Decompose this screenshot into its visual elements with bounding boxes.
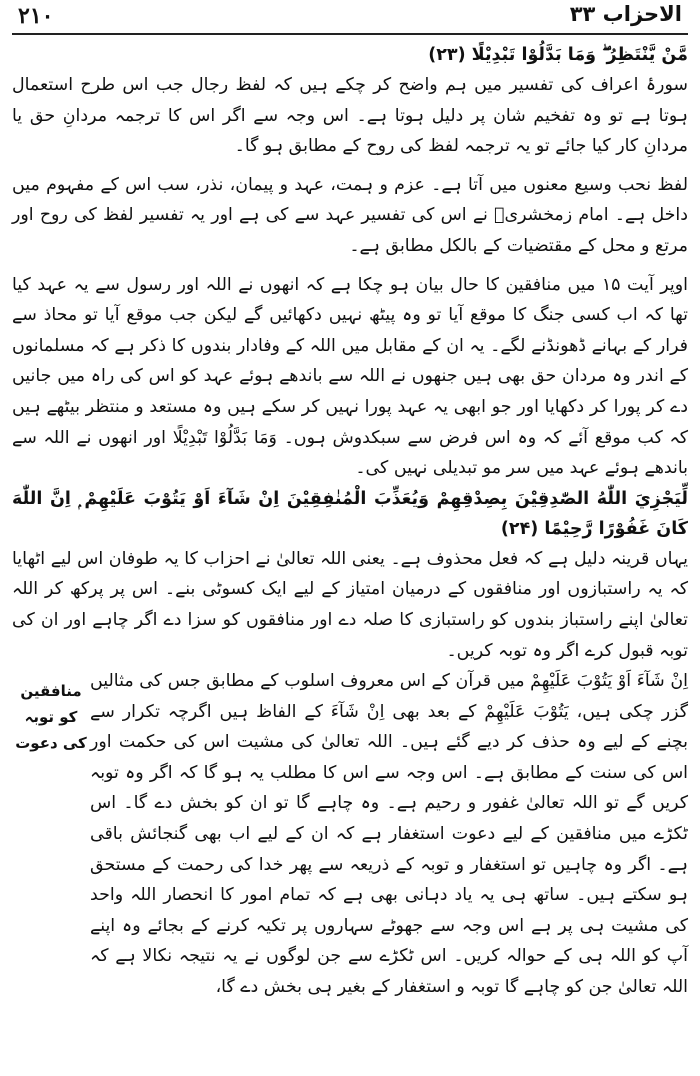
page-number: ۲۱۰: [18, 3, 54, 29]
margin-column: [12, 666, 90, 1003]
paragraph-with-margin-note: [12, 666, 688, 1003]
paragraph-nahb: لفظ نحب وسیع معنوں میں آتا ہے۔ عزم و ہمت، عہد و پیمان، نذر، سب اس کے مفہوم میں داخل ہے۔ امام زمخشریؒ نے اس کی تفسیر عہد سے کی ہے اور یہ تفسیر لفظ کی روح اور مرتع و محل کے مقتضیات کے بالکل مطابق ہے۔: [12, 174, 688, 256]
paragraph-dawat-e-tauba: اِنْ شَآءَ اَوْ يَتُوْبَ عَلَيْهِمْ میں قرآن کے اس معروف اسلوب کے مطابق جس کی مثالیں گزر چکی ہیں، يَتُوْبَ عَلَيْهِمْ کے بعد بھی اِنْ شَآءَ کے الفاظ ہیں اگرچہ تکرار سے بچنے کے لیے وہ حذف کر دیے گئے ہیں۔ اللہ تعالیٰ کی مشیت اس کی حکمت اور اس کی سنت کے مطابق ہے۔ اس وجہ سے اس کا مطلب یہ ہو گا کہ اگر وہ توبہ کریں گے تو اللہ تعالیٰ غفور و رحیم ہے۔ وہ چاہے گا تو ان کو بخش دے گا۔ اس ٹکڑے میں منافقین کے لیے دعوت استغفار ہے کہ ان کے لیے اب بھی گنجائش باقی ہے۔ اگر وہ چاہیں تو استغفار و توبہ کے ذریعہ سے پھر خدا کی رحمت کے مستحق ہو سکتے ہیں۔ ساتھ ہی یہ یاد دہانی بھی ہے کہ تمام امور کا انحصار اللہ واحد کی مشیت ہی پر ہے اس وجہ سے جھوٹے سہاروں پر تکیہ کرنے کے بجائے وہ اپنے آپ کو اللہ ہی کے حوالہ کریں۔ اس ٹکڑے سے جن لوگوں نے یہ نتیجہ نکالا ہے کہ اللہ تعالیٰ جن کو چاہے گا توبہ و استغفار کے بغیر ہی بخش دے گا،: [90, 671, 688, 998]
page-body: [12, 40, 688, 1070]
verse-23-ending: مَّنْ يَّنْتَظِرُ ۖ وَمَا بَدَّلُوْا تَبْدِيْلًا (۲۳): [428, 45, 688, 65]
margin-note: منافقین کو توبہ کی دعوت: [15, 682, 87, 753]
paragraph-maqsad: یہاں قرینہ دلیل ہے کہ فعل محذوف ہے۔ یعنی اللہ تعالیٰ نے احزاب کا یہ طوفان اس لیے اٹھایا کہ یہ راستبازوں اور منافقوں کے درمیان امتیاز کے لیے ایک کسوٹی بنے۔ اس پر پرکھ کر اللہ تعالیٰ اپنے راستباز بندوں کو راستبازی کا صلہ دے اور منافقوں کو سزا دے اگر چاہے اور ان کی توبہ قبول کرے اگر وہ توبہ کریں۔: [12, 548, 688, 661]
verse-24: لِّيَجْزِيَ اللّٰهُ الصّٰدِقِيْنَ بِصِدْقِهِمْ وَيُعَذِّبَ الْمُنٰفِقِيْنَ اِنْ شَآءَ اَوْ يَتُوْبَ عَلَيْهِمْ ۭ اِنَّ اللّٰهَ كَانَ غَفُوْرًا رَّحِيْمًا (۲۴): [12, 488, 688, 539]
chapter-title: الاحزاب ۳۳: [569, 2, 682, 26]
paragraph-rijal: سورۂ اعراف کی تفسیر میں ہم واضح کر چکے ہیں کہ لفظ رجال جب اس طرح استعمال ہوتا ہے تو وہ تفخیم شان پر دلیل ہوتا ہے۔ اس وجہ سے اگر اس کا ترجمہ مردانِ حق یا مردانِ کار کیا جائے تو یہ ترجمہ لفظ کی روح کے مطابق ہو گا۔: [12, 75, 688, 157]
page-header: [0, 0, 700, 34]
header-divider: [12, 33, 688, 35]
paragraph-munafiqin-ahd: اوپر آیت ۱۵ میں منافقین کا حال بیان ہو چکا ہے کہ انھوں نے اللہ اور رسول سے یہ عہد کیا تھا کہ اب کسی جنگ کا موقع آیا تو وہ پیٹھ نہیں دکھائیں گے لیکن جب موقع آیا تو محاذ سے فرار کے بہانے ڈھونڈنے لگے۔ یہ ان کے مقابل میں اللہ کے وفادار بندوں کا ذکر ہے کہ مسلمانوں کے اندر وہ مردان حق بھی ہیں جنھوں نے اللہ سے باندھے ہوئے عہد کو اس کی راہ میں جانیں دے کر پورا کر دکھایا اور جو ابھی یہ عہد پورا نہیں کر سکے ہیں وہ مستعد و منتظر بیٹھے ہیں کہ کب موقع آئے کہ وہ اس فرض سے سبکدوش ہوں۔ وَمَا بَدَّلُوْا تَبْدِيْلًا اور انھوں نے اللہ سے باندھے ہوئے عہد میں سر مو تبدیلی نہیں کی۔: [12, 274, 688, 479]
